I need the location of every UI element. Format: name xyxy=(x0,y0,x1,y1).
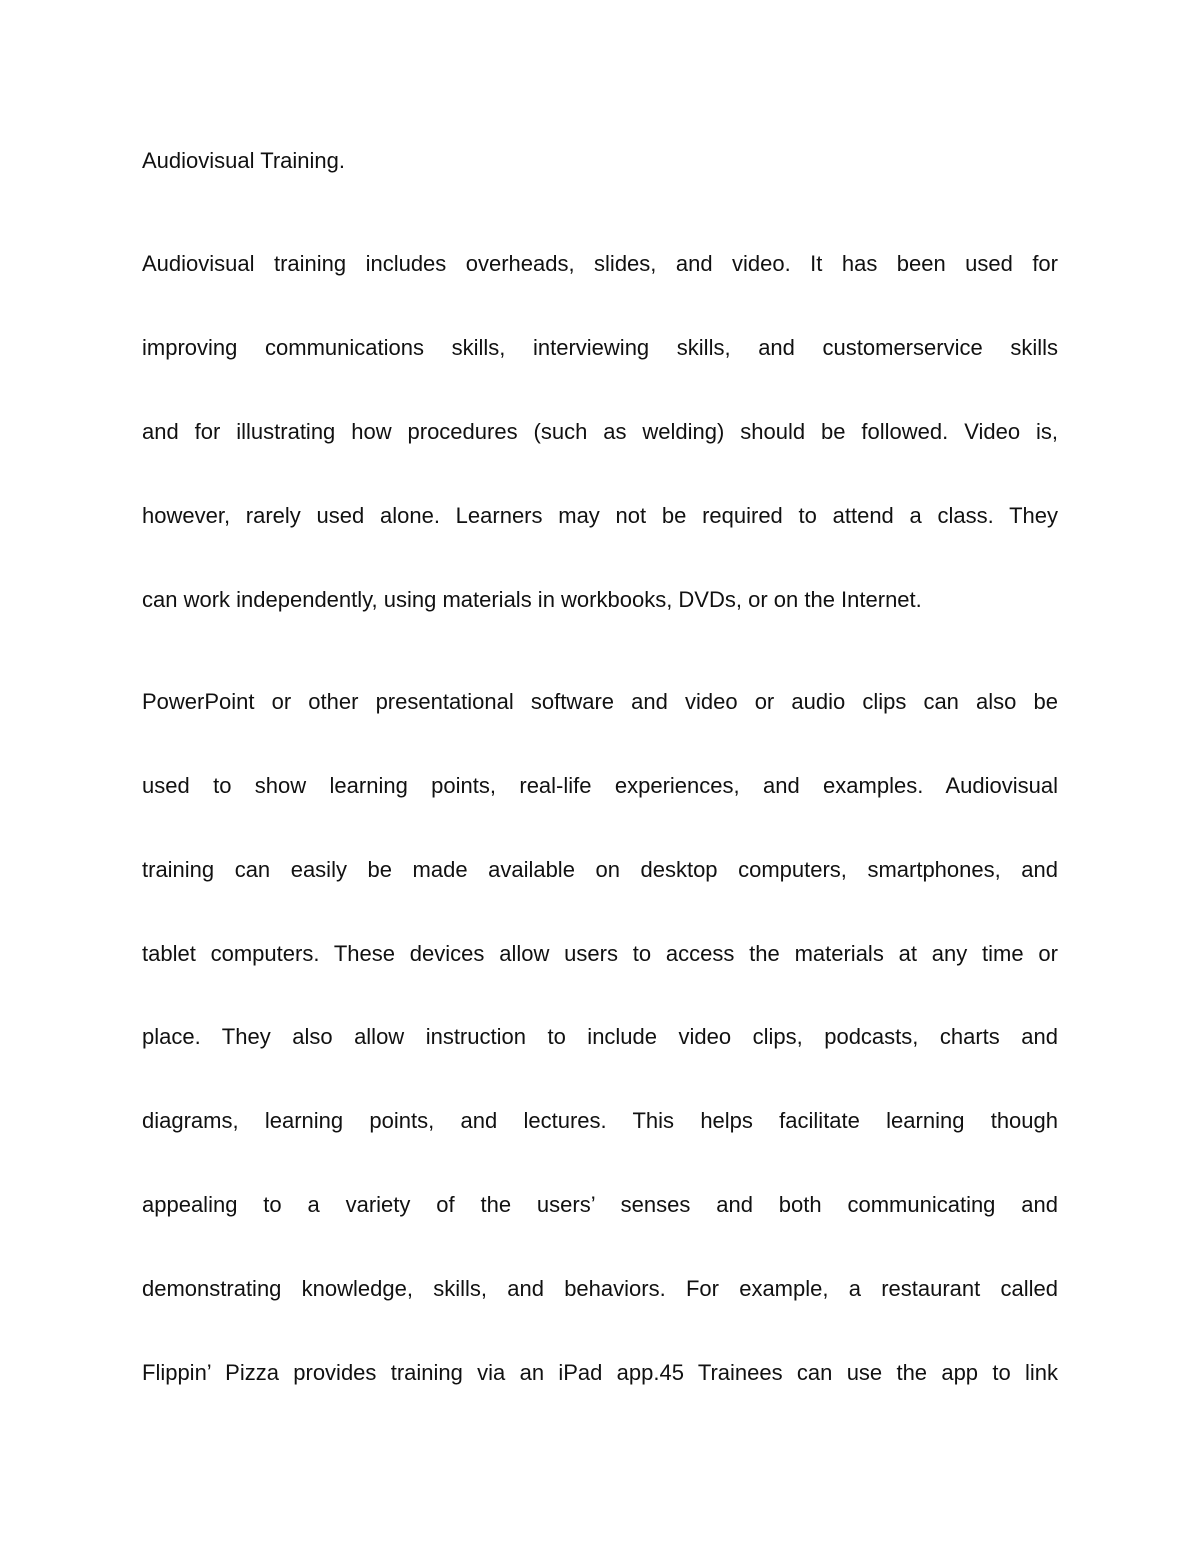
paragraph-line: training can easily be made available on desktop computers, smartphones, and xyxy=(142,857,1058,882)
paragraph-line: however, rarely used alone. Learners may not be required to attend a class. They xyxy=(142,503,1058,528)
paragraph-line: and for illustrating how procedures (such as welding) should be followed. Video is, xyxy=(142,419,1058,444)
paragraph-line: Flippin’ Pizza provides training via an iPad app.45 Trainees can use the app to link xyxy=(142,1360,1058,1385)
paragraph-line: Audiovisual training includes overheads, slides, and video. It has been used for xyxy=(142,251,1058,276)
paragraph-line: PowerPoint or other presentational software and video or audio clips can also be xyxy=(142,689,1058,714)
paragraph-line: place. They also allow instruction to include video clips, podcasts, charts and xyxy=(142,1024,1058,1049)
paragraph-line: tablet computers. These devices allow users to access the materials at any time or xyxy=(142,941,1058,966)
document-title: Audiovisual Training. xyxy=(142,148,346,173)
paragraph-line: diagrams, learning points, and lectures. This helps facilitate learning though xyxy=(142,1108,1058,1133)
paragraph-line: improving communications skills, interviewing skills, and customerservice skills xyxy=(142,335,1058,360)
paragraph-line: can work independently, using materials in workbooks, DVDs, or on the Internet. xyxy=(142,587,922,612)
paragraph-line: demonstrating knowledge, skills, and behaviors. For example, a restaurant called xyxy=(142,1276,1058,1301)
paragraph-line: used to show learning points, real-life experiences, and examples. Audiovisual xyxy=(142,773,1058,798)
paragraph-line: appealing to a variety of the users’ senses and both communicating and xyxy=(142,1192,1058,1217)
